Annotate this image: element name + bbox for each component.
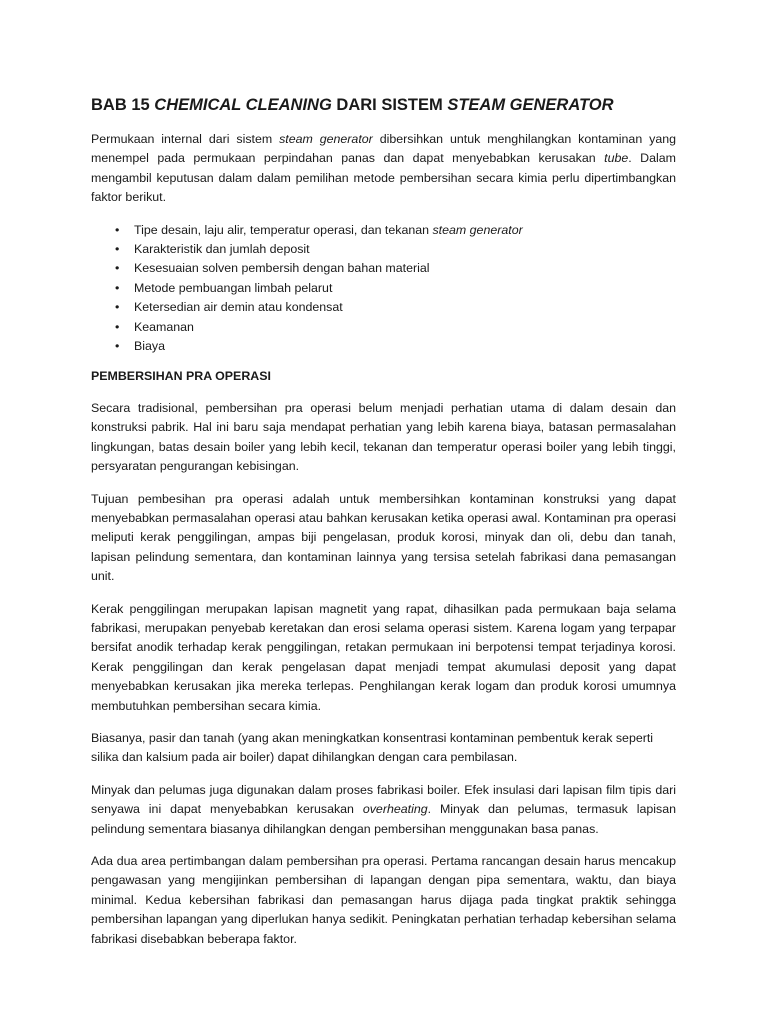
bullet-icon: • — [115, 280, 120, 295]
intro-text-2: dibersihkan untuk menghilangkan kontaminan yang menempel pada permukaan perpindahan panas dan dapat menyebabkan kerusakan — [91, 132, 676, 166]
list-item-text: Karakteristik dan jumlah deposit — [134, 242, 310, 257]
title-part-2: CHEMICAL CLEANING — [154, 96, 332, 114]
list-item-text: Keamanan — [134, 319, 194, 334]
list-item — [91, 279, 676, 298]
bullet-icon: • — [115, 242, 120, 257]
paragraph-5-italic: overheating — [362, 802, 428, 817]
list-item — [91, 298, 676, 317]
title-part-4: STEAM GENERATOR — [447, 96, 614, 114]
list-item-text: Biaya — [134, 339, 165, 354]
paragraph-5-text-1: Minyak dan pelumas juga digunakan dalam proses fabrikasi boiler. Efek insulasi dari lapisan film tipis dari senyawa ini dapat menyebabkan kerusakan — [91, 782, 676, 817]
factor-list — [91, 221, 676, 357]
intro-italic-1: steam generator — [279, 132, 373, 146]
paragraph-5 — [91, 781, 676, 839]
paragraph-5-text-2: . Minyak dan pelumas, termasuk lapisan pelindung sementara biasanya dihilangkan dengan pembersihan menggunakan basa panas. — [91, 802, 676, 836]
list-item-text: Kesesuaian solven pembersih dengan bahan material — [134, 261, 430, 276]
intro-italic-2: tube — [604, 151, 629, 166]
section-heading: PEMBERSIHAN PRA OPERASI — [91, 369, 271, 384]
list-item — [91, 337, 676, 356]
bullet-icon: • — [115, 339, 120, 354]
title-part-1: BAB 15 — [91, 96, 155, 114]
list-item — [91, 240, 676, 259]
bullet-icon: • — [115, 300, 120, 315]
list-item-italic: steam generator — [432, 222, 523, 237]
intro-paragraph — [91, 130, 676, 208]
paragraph-1: Secara tradisional, pembersihan pra operasi belum menjadi perhatian utama di dalam desain dan konstruksi pabrik. Hal ini baru saja mendapat perhatian yang lebih karena biaya, batasan permasalahan lingkungan, batas desain boiler yang lebih kecil, tekanan dan temperatur operasi boiler yang lebih tinggi, persyaratan pengurangan kebisingan. — [91, 400, 676, 474]
paragraph-3: Kerak penggilingan merupakan lapisan magnetit yang rapat, dihasilkan pada permukaan baja selama fabrikasi, merupakan penyebab keretakan dan erosi selama operasi sistem. Karena logam yang terpapar bersifat anodik terhadap kerak penggilingan, retakan permukaan ini berpotensi tempat terjadinya korosi. Kerak penggilingan dan kerak pengelasan dapat menjadi tempat akumulasi deposit yang dapat menyebabkan kerusakan jika mereka terlepas. Penghilangan kerak logam dan produk korosi umumnya membutuhkan pembersihan secara kimia. — [91, 601, 676, 713]
paragraph-6: Ada dua area pertimbangan dalam pembersihan pra operasi. Pertama rancangan desain harus mencakup pengawasan yang mengijinkan pembersihan di lapangan dengan pipa sementara, waktu, dan biaya minimal. Kedua kebersihan fabrikasi dan pemasangan harus dijaga pada tingkat praktik sehingga pembersihan lapangan yang diperlukan hanya sedikit. Peningkatan perhatian terhadap kebersihan selama fabrikasi disebabkan beberapa faktor. — [91, 854, 676, 946]
list-item — [91, 221, 676, 240]
title-part-3: DARI SISTEM — [331, 96, 448, 114]
document-title — [91, 94, 676, 116]
bullet-icon: • — [115, 222, 120, 237]
bullet-icon: • — [115, 319, 120, 334]
list-item-text: Tipe desain, laju alir, temperatur operasi, dan tekanan — [134, 222, 433, 237]
list-item — [91, 259, 676, 278]
paragraph-4: Biasanya, pasir dan tanah (yang akan meningkatkan konsentrasi kontaminan pembentuk kerak seperti silika dan kalsium pada air boiler) dapat dihilangkan dengan cara pembilasan. — [91, 730, 654, 765]
intro-text-1: Permukaan internal dari sistem — [91, 132, 280, 146]
paragraph-2: Tujuan pembesihan pra operasi adalah untuk membersihkan kontaminan konstruksi yang dapat menyebabkan permasalahan operasi atau bahkan kerusakan ketika operasi awal. Kontaminan pra operasi meliputi kerak penggilingan, ampas biji pengelasan, produk korosi, minyak dan oli, debu dan tanah, lapisan pelindung sementara, dan kontaminan lainnya yang tersisa setelah fabrikasi dana pemasangan unit. — [91, 491, 676, 584]
list-item-text: Metode pembuangan limbah pelarut — [134, 280, 333, 295]
intro-text-3: . Dalam mengambil keputusan dalam dalam pemilihan metode pembersihan secara kimia perlu dipertimbangkan faktor berikut. — [91, 151, 676, 205]
list-item — [91, 318, 676, 337]
bullet-icon: • — [115, 261, 120, 276]
list-item-text: Ketersedian air demin atau kondensat — [134, 300, 343, 315]
